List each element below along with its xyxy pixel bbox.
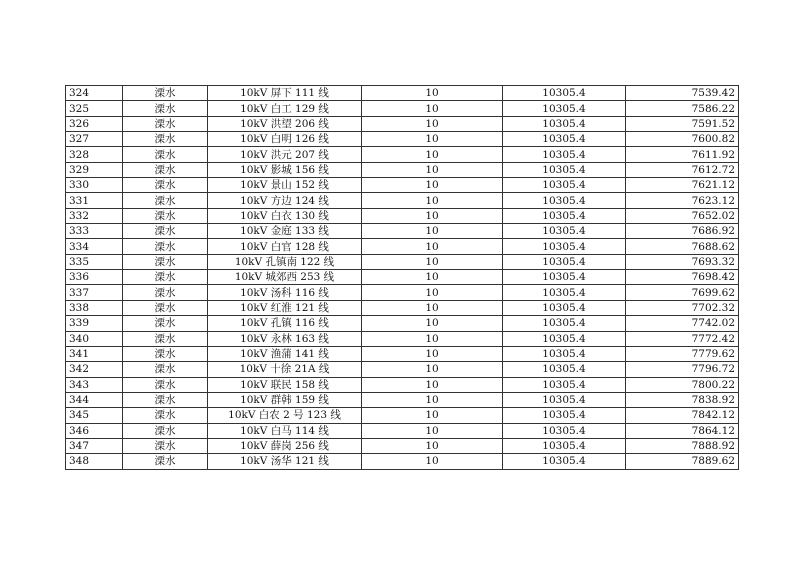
value-a-cell: 10305.4 [503, 270, 626, 285]
line-name-cell: 10kV 白衣 130 线 [208, 208, 362, 223]
value-a-cell: 10305.4 [503, 362, 626, 377]
region-cell: 溧水 [123, 116, 208, 131]
value-a-cell: 10305.4 [503, 346, 626, 361]
value-a-cell: 10305.4 [503, 300, 626, 315]
voltage-cell: 10 [362, 178, 503, 193]
voltage-cell: 10 [362, 346, 503, 361]
value-b-cell: 7888.92 [626, 438, 739, 453]
value-b-cell: 7693.32 [626, 254, 739, 269]
line-name-cell: 10kV 孔镇南 122 线 [208, 254, 362, 269]
value-b-cell: 7889.62 [626, 454, 739, 469]
line-name-cell: 10kV 联民 158 线 [208, 377, 362, 392]
line-name-cell: 10kV 汤科 116 线 [208, 285, 362, 300]
region-cell: 溧水 [123, 300, 208, 315]
value-b-cell: 7652.02 [626, 208, 739, 223]
row-index-cell: 336 [66, 270, 123, 285]
line-name-cell: 10kV 白明 126 线 [208, 132, 362, 147]
table-row [66, 254, 739, 269]
region-cell: 溧水 [123, 408, 208, 423]
value-b-cell: 7742.02 [626, 316, 739, 331]
value-a-cell: 10305.4 [503, 101, 626, 116]
voltage-cell: 10 [362, 392, 503, 407]
value-b-cell: 7800.22 [626, 377, 739, 392]
value-b-cell: 7772.42 [626, 331, 739, 346]
table-row [66, 193, 739, 208]
value-b-cell: 7686.92 [626, 224, 739, 239]
table-row [66, 438, 739, 453]
value-a-cell: 10305.4 [503, 224, 626, 239]
region-cell: 溧水 [123, 162, 208, 177]
voltage-cell: 10 [362, 162, 503, 177]
voltage-cell: 10 [362, 254, 503, 269]
row-index-cell: 334 [66, 239, 123, 254]
value-b-cell: 7796.72 [626, 362, 739, 377]
line-name-cell: 10kV 永林 163 线 [208, 331, 362, 346]
value-b-cell: 7699.62 [626, 285, 739, 300]
row-index-cell: 331 [66, 193, 123, 208]
region-cell: 溧水 [123, 254, 208, 269]
row-index-cell: 337 [66, 285, 123, 300]
line-name-cell: 10kV 孔镇 116 线 [208, 316, 362, 331]
line-name-cell: 10kV 屏下 111 线 [208, 86, 362, 101]
line-name-cell: 10kV 景山 152 线 [208, 178, 362, 193]
table-row [66, 454, 739, 469]
table-row [66, 178, 739, 193]
row-index-cell: 339 [66, 316, 123, 331]
line-name-cell: 10kV 方边 124 线 [208, 193, 362, 208]
value-b-cell: 7623.12 [626, 193, 739, 208]
line-name-cell: 10kV 群韩 159 线 [208, 392, 362, 407]
value-b-cell: 7612.72 [626, 162, 739, 177]
row-index-cell: 332 [66, 208, 123, 223]
value-b-cell: 7779.62 [626, 346, 739, 361]
voltage-cell: 10 [362, 224, 503, 239]
voltage-cell: 10 [362, 438, 503, 453]
line-name-cell: 10kV 白农 2 号 123 线 [208, 408, 362, 423]
value-a-cell: 10305.4 [503, 377, 626, 392]
row-index-cell: 330 [66, 178, 123, 193]
voltage-cell: 10 [362, 239, 503, 254]
value-a-cell: 10305.4 [503, 454, 626, 469]
row-index-cell: 341 [66, 346, 123, 361]
region-cell: 溧水 [123, 316, 208, 331]
region-cell: 溧水 [123, 86, 208, 101]
value-b-cell: 7611.92 [626, 147, 739, 162]
row-index-cell: 335 [66, 254, 123, 269]
region-cell: 溧水 [123, 239, 208, 254]
voltage-cell: 10 [362, 208, 503, 223]
voltage-cell: 10 [362, 193, 503, 208]
line-name-cell: 10kV 白工 129 线 [208, 101, 362, 116]
table-row [66, 147, 739, 162]
voltage-cell: 10 [362, 377, 503, 392]
voltage-cell: 10 [362, 423, 503, 438]
voltage-cell: 10 [362, 86, 503, 101]
region-cell: 溧水 [123, 377, 208, 392]
value-a-cell: 10305.4 [503, 438, 626, 453]
table-row [66, 116, 739, 131]
line-name-cell: 10kV 白官 128 线 [208, 239, 362, 254]
row-index-cell: 342 [66, 362, 123, 377]
value-b-cell: 7838.92 [626, 392, 739, 407]
value-b-cell: 7702.32 [626, 300, 739, 315]
value-b-cell: 7586.22 [626, 101, 739, 116]
region-cell: 溧水 [123, 208, 208, 223]
row-index-cell: 340 [66, 331, 123, 346]
line-name-cell: 10kV 洪望 206 线 [208, 116, 362, 131]
line-name-cell: 10kV 影城 156 线 [208, 162, 362, 177]
voltage-cell: 10 [362, 147, 503, 162]
value-a-cell: 10305.4 [503, 408, 626, 423]
table-row [66, 208, 739, 223]
table-row [66, 270, 739, 285]
value-b-cell: 7688.62 [626, 239, 739, 254]
row-index-cell: 324 [66, 86, 123, 101]
value-a-cell: 10305.4 [503, 178, 626, 193]
voltage-cell: 10 [362, 362, 503, 377]
voltage-cell: 10 [362, 101, 503, 116]
table-row [66, 285, 739, 300]
table-row [66, 423, 739, 438]
value-a-cell: 10305.4 [503, 116, 626, 131]
table-row [66, 239, 739, 254]
value-a-cell: 10305.4 [503, 132, 626, 147]
row-index-cell: 326 [66, 116, 123, 131]
region-cell: 溧水 [123, 270, 208, 285]
row-index-cell: 327 [66, 132, 123, 147]
table-row [66, 362, 739, 377]
region-cell: 溧水 [123, 285, 208, 300]
row-index-cell: 348 [66, 454, 123, 469]
line-name-cell: 10kV 洪元 207 线 [208, 147, 362, 162]
value-a-cell: 10305.4 [503, 254, 626, 269]
region-cell: 溧水 [123, 331, 208, 346]
table-row [66, 132, 739, 147]
table-row [66, 300, 739, 315]
value-b-cell: 7621.12 [626, 178, 739, 193]
row-index-cell: 329 [66, 162, 123, 177]
table-row [66, 86, 739, 101]
region-cell: 溧水 [123, 392, 208, 407]
table-row [66, 346, 739, 361]
region-cell: 溧水 [123, 147, 208, 162]
voltage-cell: 10 [362, 132, 503, 147]
row-index-cell: 325 [66, 101, 123, 116]
row-index-cell: 346 [66, 423, 123, 438]
value-a-cell: 10305.4 [503, 316, 626, 331]
row-index-cell: 344 [66, 392, 123, 407]
region-cell: 溧水 [123, 132, 208, 147]
value-a-cell: 10305.4 [503, 285, 626, 300]
voltage-cell: 10 [362, 300, 503, 315]
value-b-cell: 7842.12 [626, 408, 739, 423]
region-cell: 溧水 [123, 193, 208, 208]
voltage-cell: 10 [362, 316, 503, 331]
table-row [66, 377, 739, 392]
region-cell: 溧水 [123, 178, 208, 193]
value-a-cell: 10305.4 [503, 239, 626, 254]
value-b-cell: 7539.42 [626, 86, 739, 101]
table-row [66, 101, 739, 116]
row-index-cell: 343 [66, 377, 123, 392]
value-a-cell: 10305.4 [503, 331, 626, 346]
region-cell: 溧水 [123, 346, 208, 361]
line-name-cell: 10kV 薛岗 256 线 [208, 438, 362, 453]
voltage-cell: 10 [362, 408, 503, 423]
region-cell: 溧水 [123, 362, 208, 377]
row-index-cell: 328 [66, 147, 123, 162]
line-name-cell: 10kV 金庭 133 线 [208, 224, 362, 239]
value-a-cell: 10305.4 [503, 208, 626, 223]
value-a-cell: 10305.4 [503, 423, 626, 438]
data-table [65, 85, 739, 470]
table-row [66, 331, 739, 346]
row-index-cell: 338 [66, 300, 123, 315]
region-cell: 溧水 [123, 438, 208, 453]
value-b-cell: 7591.52 [626, 116, 739, 131]
table-row [66, 224, 739, 239]
table-row [66, 392, 739, 407]
table-row [66, 162, 739, 177]
value-b-cell: 7698.42 [626, 270, 739, 285]
line-name-cell: 10kV 渔蒲 141 线 [208, 346, 362, 361]
voltage-cell: 10 [362, 454, 503, 469]
line-name-cell: 10kV 十徐 21A 线 [208, 362, 362, 377]
region-cell: 溧水 [123, 423, 208, 438]
row-index-cell: 345 [66, 408, 123, 423]
value-a-cell: 10305.4 [503, 193, 626, 208]
row-index-cell: 347 [66, 438, 123, 453]
voltage-cell: 10 [362, 285, 503, 300]
value-b-cell: 7600.82 [626, 132, 739, 147]
line-name-cell: 10kV 城郊西 253 线 [208, 270, 362, 285]
value-a-cell: 10305.4 [503, 86, 626, 101]
value-a-cell: 10305.4 [503, 162, 626, 177]
row-index-cell: 333 [66, 224, 123, 239]
voltage-cell: 10 [362, 270, 503, 285]
table-row [66, 316, 739, 331]
table-body [66, 86, 739, 470]
voltage-cell: 10 [362, 331, 503, 346]
value-b-cell: 7864.12 [626, 423, 739, 438]
table-row [66, 408, 739, 423]
line-name-cell: 10kV 白马 114 线 [208, 423, 362, 438]
region-cell: 溧水 [123, 101, 208, 116]
value-a-cell: 10305.4 [503, 147, 626, 162]
line-name-cell: 10kV 红淮 121 线 [208, 300, 362, 315]
value-a-cell: 10305.4 [503, 392, 626, 407]
region-cell: 溧水 [123, 454, 208, 469]
voltage-cell: 10 [362, 116, 503, 131]
line-name-cell: 10kV 汤华 121 线 [208, 454, 362, 469]
region-cell: 溧水 [123, 224, 208, 239]
